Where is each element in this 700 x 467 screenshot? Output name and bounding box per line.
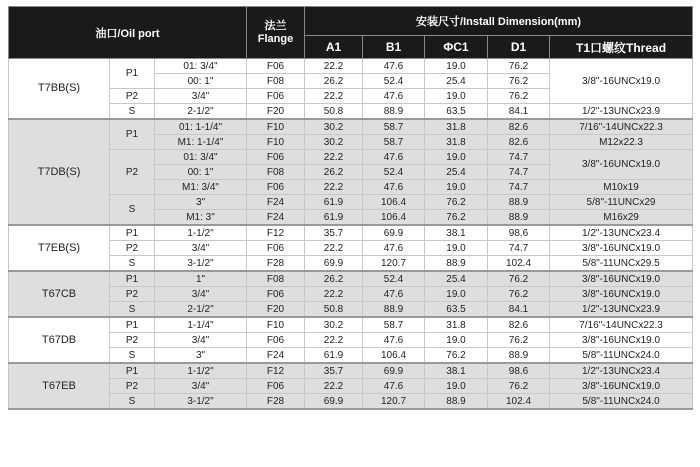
c1-cell: 76.2 — [425, 210, 488, 226]
size-cell: 3/4" — [155, 89, 247, 104]
flange-cell: F06 — [247, 59, 305, 74]
c1-cell: 19.0 — [425, 150, 488, 165]
b1-cell: 47.6 — [363, 150, 425, 165]
flange-cell: F20 — [247, 302, 305, 318]
b1-cell: 47.6 — [363, 333, 425, 348]
b1-cell: 69.9 — [363, 363, 425, 379]
model-cell: T7DB(S) — [9, 119, 110, 225]
flange-cell: F06 — [247, 150, 305, 165]
model-group — [9, 225, 693, 271]
d1-cell: 82.6 — [488, 317, 550, 333]
d1-cell: 76.2 — [488, 271, 550, 287]
size-cell: 3-1/2" — [155, 256, 247, 272]
c1-cell: 25.4 — [425, 165, 488, 180]
table-row — [9, 317, 693, 333]
a1-cell: 22.2 — [305, 333, 363, 348]
size-cell: 3-1/2" — [155, 394, 247, 410]
table-row — [9, 287, 693, 302]
a1-cell: 69.9 — [305, 394, 363, 410]
model-cell: T67CB — [9, 271, 110, 317]
b1-cell: 52.4 — [363, 165, 425, 180]
flange-cell: F08 — [247, 271, 305, 287]
b1-cell: 88.9 — [363, 104, 425, 120]
a1-cell: 35.7 — [305, 363, 363, 379]
size-cell: M1: 3" — [155, 210, 247, 226]
b1-cell: 106.4 — [363, 195, 425, 210]
table-row — [9, 119, 693, 135]
size-cell: 00: 1" — [155, 74, 247, 89]
b1-cell: 52.4 — [363, 271, 425, 287]
a1-cell: 30.2 — [305, 119, 363, 135]
a1-cell: 22.2 — [305, 59, 363, 74]
size-cell: 3" — [155, 348, 247, 364]
a1-cell: 50.8 — [305, 302, 363, 318]
table-header — [9, 7, 693, 59]
a1-cell: 61.9 — [305, 210, 363, 226]
model-cell: T67DB — [9, 317, 110, 363]
table-row — [9, 379, 693, 394]
b1-cell: 58.7 — [363, 135, 425, 150]
b1-cell: 106.4 — [363, 348, 425, 364]
d1-cell: 88.9 — [488, 195, 550, 210]
size-cell: 2-1/2" — [155, 302, 247, 318]
thread-cell: 1/2"-13UNCx23.9 — [550, 302, 693, 318]
d1-cell: 102.4 — [488, 394, 550, 410]
size-cell: 1" — [155, 271, 247, 287]
d1-cell: 84.1 — [488, 104, 550, 120]
c1-cell: 38.1 — [425, 363, 488, 379]
c1-cell: 88.9 — [425, 394, 488, 410]
col-d1-header: D1 — [488, 36, 550, 59]
size-cell: 3/4" — [155, 287, 247, 302]
thread-cell: 3/8"-16UNCx19.0 — [550, 241, 693, 256]
d1-cell: 88.9 — [488, 348, 550, 364]
d1-cell: 74.7 — [488, 241, 550, 256]
port-cell: P2 — [110, 150, 155, 195]
c1-cell: 19.0 — [425, 59, 488, 74]
port-cell: P1 — [110, 119, 155, 150]
b1-cell: 47.6 — [363, 180, 425, 195]
thread-cell: 3/8"-16UNCx19.0 — [550, 379, 693, 394]
a1-cell: 69.9 — [305, 256, 363, 272]
flange-header: 法兰 Flange — [247, 7, 305, 59]
thread-cell: M10x19 — [550, 180, 693, 195]
size-cell: 3/4" — [155, 379, 247, 394]
c1-cell: 31.8 — [425, 135, 488, 150]
model-group — [9, 119, 693, 225]
b1-cell: 52.4 — [363, 74, 425, 89]
col-thread-header: T1口螺纹Thread — [550, 36, 693, 59]
c1-cell: 88.9 — [425, 256, 488, 272]
c1-cell: 19.0 — [425, 89, 488, 104]
b1-cell: 120.7 — [363, 394, 425, 410]
a1-cell: 61.9 — [305, 195, 363, 210]
port-cell: P2 — [110, 287, 155, 302]
c1-cell: 31.8 — [425, 119, 488, 135]
flange-cell: F24 — [247, 195, 305, 210]
flange-cell: F06 — [247, 379, 305, 394]
a1-cell: 30.2 — [305, 135, 363, 150]
c1-cell: 25.4 — [425, 271, 488, 287]
table-row — [9, 271, 693, 287]
model-group — [9, 363, 693, 409]
a1-cell: 35.7 — [305, 225, 363, 241]
col-a1-header: A1 — [305, 36, 363, 59]
port-cell: S — [110, 302, 155, 318]
flange-cell: F12 — [247, 363, 305, 379]
size-cell: 01: 1-1/4" — [155, 119, 247, 135]
size-cell: M1: 3/4" — [155, 180, 247, 195]
d1-cell: 74.7 — [488, 150, 550, 165]
thread-cell: 5/8"-11UNCx24.0 — [550, 394, 693, 410]
table-row — [9, 363, 693, 379]
a1-cell: 30.2 — [305, 317, 363, 333]
flange-cell: F08 — [247, 165, 305, 180]
oil-port-header: 油口/Oil port — [9, 7, 247, 59]
d1-cell: 98.6 — [488, 363, 550, 379]
flange-cell: F06 — [247, 287, 305, 302]
flange-cell: F24 — [247, 210, 305, 226]
table-row — [9, 59, 693, 74]
b1-cell: 47.6 — [363, 89, 425, 104]
table-row — [9, 302, 693, 318]
size-cell: 01: 3/4" — [155, 150, 247, 165]
model-group — [9, 59, 693, 120]
a1-cell: 50.8 — [305, 104, 363, 120]
c1-cell: 76.2 — [425, 348, 488, 364]
thread-cell: 3/8"-16UNCx19.0 — [550, 150, 693, 180]
a1-cell: 26.2 — [305, 271, 363, 287]
thread-cell: 1/2"-13UNCx23.9 — [550, 104, 693, 120]
d1-cell: 88.9 — [488, 210, 550, 226]
b1-cell: 47.6 — [363, 59, 425, 74]
model-group — [9, 271, 693, 317]
d1-cell: 74.7 — [488, 165, 550, 180]
port-cell: P2 — [110, 333, 155, 348]
model-group — [9, 317, 693, 363]
flange-cell: F20 — [247, 104, 305, 120]
table-row — [9, 195, 693, 210]
b1-cell: 88.9 — [363, 302, 425, 318]
a1-cell: 22.2 — [305, 287, 363, 302]
b1-cell: 58.7 — [363, 317, 425, 333]
size-cell: 3" — [155, 195, 247, 210]
c1-cell: 76.2 — [425, 195, 488, 210]
port-cell: P1 — [110, 59, 155, 89]
table-row — [9, 241, 693, 256]
size-cell: 00: 1" — [155, 165, 247, 180]
install-dimension-header: 安装尺寸/Install Dimension(mm) — [305, 7, 693, 36]
size-cell: M1: 1-1/4" — [155, 135, 247, 150]
flange-cell: F28 — [247, 256, 305, 272]
flange-cell: F06 — [247, 241, 305, 256]
port-cell: S — [110, 348, 155, 364]
b1-cell: 69.9 — [363, 225, 425, 241]
port-cell: P2 — [110, 89, 155, 104]
d1-cell: 82.6 — [488, 135, 550, 150]
a1-cell: 61.9 — [305, 348, 363, 364]
port-cell: S — [110, 104, 155, 120]
table-row — [9, 394, 693, 410]
d1-cell: 84.1 — [488, 302, 550, 318]
thread-cell: 3/8"-16UNCx19.0 — [550, 287, 693, 302]
d1-cell: 98.6 — [488, 225, 550, 241]
table-row — [9, 104, 693, 120]
c1-cell: 63.5 — [425, 302, 488, 318]
flange-cell: F06 — [247, 89, 305, 104]
d1-cell: 76.2 — [488, 89, 550, 104]
flange-cell: F10 — [247, 119, 305, 135]
table-row — [9, 348, 693, 364]
d1-cell: 82.6 — [488, 119, 550, 135]
port-cell: S — [110, 394, 155, 410]
c1-cell: 19.0 — [425, 287, 488, 302]
model-cell: T7EB(S) — [9, 225, 110, 271]
flange-cell: F06 — [247, 333, 305, 348]
c1-cell: 19.0 — [425, 379, 488, 394]
d1-cell: 74.7 — [488, 180, 550, 195]
thread-cell: 7/16"-14UNCx22.3 — [550, 119, 693, 135]
table-row — [9, 333, 693, 348]
thread-cell: 7/16"-14UNCx22.3 — [550, 317, 693, 333]
flange-cell: F08 — [247, 74, 305, 89]
port-cell: P2 — [110, 379, 155, 394]
size-cell: 1-1/4" — [155, 317, 247, 333]
c1-cell: 19.0 — [425, 241, 488, 256]
a1-cell: 22.2 — [305, 89, 363, 104]
flange-cell: F28 — [247, 394, 305, 410]
b1-cell: 58.7 — [363, 119, 425, 135]
size-cell: 01: 3/4" — [155, 59, 247, 74]
a1-cell: 22.2 — [305, 180, 363, 195]
flange-cell: F10 — [247, 135, 305, 150]
thread-cell: 5/8"-11UNCx29.5 — [550, 256, 693, 272]
table-row — [9, 150, 693, 165]
c1-cell: 19.0 — [425, 333, 488, 348]
flange-cell: F12 — [247, 225, 305, 241]
d1-cell: 76.2 — [488, 287, 550, 302]
thread-cell: 1/2"-13UNCx23.4 — [550, 225, 693, 241]
c1-cell: 63.5 — [425, 104, 488, 120]
d1-cell: 76.2 — [488, 333, 550, 348]
port-cell: P1 — [110, 363, 155, 379]
port-cell: P1 — [110, 225, 155, 241]
b1-cell: 47.6 — [363, 241, 425, 256]
flange-cell: F10 — [247, 317, 305, 333]
b1-cell: 47.6 — [363, 379, 425, 394]
size-cell: 3/4" — [155, 333, 247, 348]
port-cell: P2 — [110, 241, 155, 256]
port-cell: S — [110, 195, 155, 226]
model-cell: T7BB(S) — [9, 59, 110, 120]
port-cell: P1 — [110, 317, 155, 333]
col-c1-header: ΦC1 — [425, 36, 488, 59]
thread-cell: 5/8"-11UNCx29 — [550, 195, 693, 210]
flange-cell: F24 — [247, 348, 305, 364]
thread-cell: 1/2"-13UNCx23.4 — [550, 363, 693, 379]
a1-cell: 26.2 — [305, 165, 363, 180]
d1-cell: 76.2 — [488, 379, 550, 394]
install-dimension-table — [8, 6, 693, 410]
b1-cell: 120.7 — [363, 256, 425, 272]
thread-cell: M16x29 — [550, 210, 693, 226]
c1-cell: 31.8 — [425, 317, 488, 333]
thread-cell: 3/8"-16UNCx19.0 — [550, 59, 693, 104]
flange-cell: F06 — [247, 180, 305, 195]
table-row — [9, 256, 693, 272]
thread-cell: 5/8"-11UNCx24.0 — [550, 348, 693, 364]
a1-cell: 26.2 — [305, 74, 363, 89]
a1-cell: 22.2 — [305, 241, 363, 256]
size-cell: 3/4" — [155, 241, 247, 256]
thread-cell: 3/8"-16UNCx19.0 — [550, 271, 693, 287]
c1-cell: 38.1 — [425, 225, 488, 241]
d1-cell: 76.2 — [488, 59, 550, 74]
size-cell: 1-1/2" — [155, 363, 247, 379]
a1-cell: 22.2 — [305, 379, 363, 394]
col-b1-header: B1 — [363, 36, 425, 59]
size-cell: 2-1/2" — [155, 104, 247, 120]
thread-cell: M12x22.3 — [550, 135, 693, 150]
size-cell: 1-1/2" — [155, 225, 247, 241]
d1-cell: 102.4 — [488, 256, 550, 272]
b1-cell: 47.6 — [363, 287, 425, 302]
model-cell: T67EB — [9, 363, 110, 409]
a1-cell: 22.2 — [305, 150, 363, 165]
port-cell: P1 — [110, 271, 155, 287]
port-cell: S — [110, 256, 155, 272]
thread-cell: 3/8"-16UNCx19.0 — [550, 333, 693, 348]
c1-cell: 25.4 — [425, 74, 488, 89]
d1-cell: 76.2 — [488, 74, 550, 89]
b1-cell: 106.4 — [363, 210, 425, 226]
table-row — [9, 225, 693, 241]
c1-cell: 19.0 — [425, 180, 488, 195]
